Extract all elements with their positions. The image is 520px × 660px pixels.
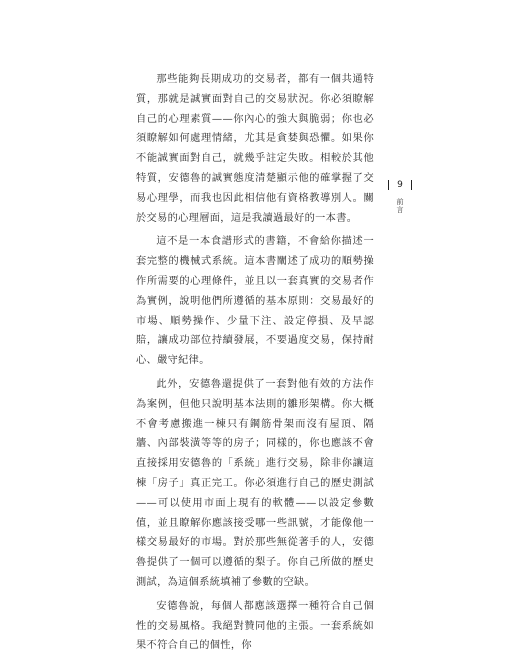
- paragraph-1: 那些能夠長期成功的交易者，都有一個共通特質，那就是誠實面對自己的交易狀況。你必須瞭解自己的心理素質——你內心的強大與脆弱；你也必須瞭解如何處理情緒，尤其是貪婪與恐懼。如果你不能誠實面對自己，就幾乎註定失敗。相較於其他特質，安德魯的誠實態度清楚顯示他的確掌握了交易心理學，而我也因此相信他有資格教導別人。關於交易的心理層面，這是我讀過最好的一本書。: [136, 74, 374, 224]
- paragraph-2: 這不是一本食譜形式的書籍，不會給你描述一套完整的機械式系統。這本書闡述了成功的順勢操作所需要的心理條件，並且以一套真實的交易者作為實例，說明他們所遵循的基本原則：交易最好的市場、順勢操作、少量下注、設定停損、及早認賠，讓成功部位持續發展，不要過度交易，保持耐心、嚴守紀律。: [136, 236, 374, 367]
- section-label: 前言: [396, 198, 404, 214]
- body-text: [136, 70, 374, 660]
- paragraph-4: 安德魯說，每個人都應該選擇一種符合自己個性的交易風格。我絕對贊同他的主張。一套系統如果不符合自己的個性，你: [136, 600, 374, 652]
- folio-left-rule: [388, 180, 389, 190]
- page-folio: [388, 180, 412, 190]
- paragraph-3: 此外，安德魯還提供了一套對他有效的方法作為案例，但他只說明基本法則的雛形架構。你大概不會考慮搬進一棟只有鋼筋骨架而沒有屋頂、隔牆、內部裝潢等等的房子；同樣的，你也應該不會直接採用安德魯的「系統」進行交易，除非你讓這棟「房子」真正完工。你必須進行自己的歷史測試——可以使用市面上現有的軟體——以設定參數值，並且瞭解你應該接受哪一些訊號，才能像他一樣交易最好的市場。對於那些無從著手的人，安德魯提供了一個可以遵循的梨子。你自己所做的歷史測試，為這個系統填補了參數的空缺。: [136, 378, 374, 588]
- folio-right-rule: [411, 180, 412, 190]
- page-number: 9: [397, 180, 403, 190]
